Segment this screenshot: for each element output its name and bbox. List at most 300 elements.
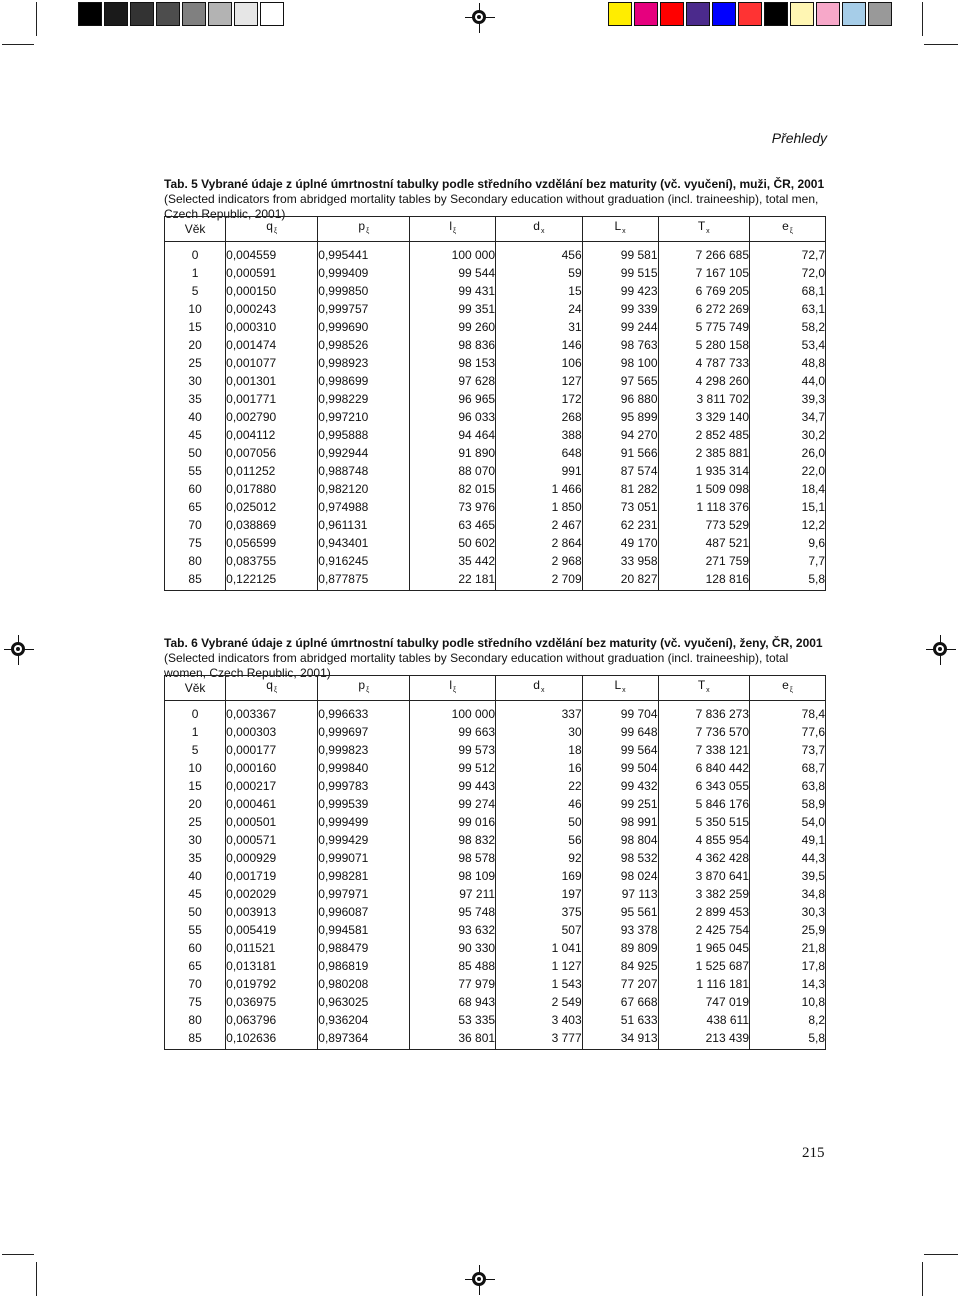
table-cell: 0,002790 <box>226 408 318 426</box>
table-cell: 58,9 <box>750 795 826 813</box>
table-cell: 88 070 <box>410 462 496 480</box>
table-cell: 4 855 954 <box>658 831 750 849</box>
color-swatch <box>608 2 632 26</box>
table-cell: 5 280 158 <box>658 336 750 354</box>
table-cell: 1 850 <box>496 498 583 516</box>
color-swatch <box>790 2 814 26</box>
table-cell: 2 549 <box>496 993 583 1011</box>
table-cell: 3 870 641 <box>658 867 750 885</box>
table-cell: 99 351 <box>410 300 496 318</box>
table-cell: 0,999409 <box>318 264 410 282</box>
table-cell: 0,000461 <box>226 795 318 813</box>
crop-mark <box>2 1254 34 1255</box>
table-cell: 70 <box>165 516 226 534</box>
table-cell: 6 840 442 <box>658 759 750 777</box>
table-cell: 99 443 <box>410 777 496 795</box>
table-cell: 487 521 <box>658 534 750 552</box>
table-cell: 50 <box>165 444 226 462</box>
column-header-label: T <box>697 219 706 233</box>
table-cell: 34,8 <box>750 885 826 903</box>
page-number: 215 <box>802 1145 825 1161</box>
table-cell: 68,1 <box>750 282 826 300</box>
table-cell: 44,3 <box>750 849 826 867</box>
table-cell: 0,001474 <box>226 336 318 354</box>
table-cell: 48,8 <box>750 354 826 372</box>
table-cell: 648 <box>496 444 583 462</box>
table-cell: 99 515 <box>582 264 658 282</box>
column-header <box>496 217 583 242</box>
table-cell: 53,4 <box>750 336 826 354</box>
table-cell: 2 864 <box>496 534 583 552</box>
table-row <box>165 480 826 498</box>
table-row <box>165 777 826 795</box>
table-cell: 96 965 <box>410 390 496 408</box>
column-header-label: p <box>358 678 366 692</box>
column-header-label: l <box>449 219 452 233</box>
table-cell: 35 <box>165 390 226 408</box>
table-row <box>165 426 826 444</box>
table-cell: 337 <box>496 701 583 724</box>
table-row <box>165 701 826 724</box>
table-header-row <box>165 217 826 242</box>
table-cell: 0,994581 <box>318 921 410 939</box>
column-header-label: e <box>782 219 789 233</box>
table-cell: 20 <box>165 795 226 813</box>
table-caption-title: Tab. 5 Vybrané údaje z úplné úmrtnostní tabulky podle středního vzdělání bez maturity (vč. vyučení), muži, ČR, 2001 <box>164 177 825 191</box>
table-cell: 20 <box>165 336 226 354</box>
table-cell: 0,000177 <box>226 741 318 759</box>
column-header-label: L <box>614 678 622 692</box>
table-cell: 93 632 <box>410 921 496 939</box>
table-cell: 85 <box>165 570 226 591</box>
table-cell: 25 <box>165 813 226 831</box>
table-cell: 22 181 <box>410 570 496 591</box>
table-cell: 0,982120 <box>318 480 410 498</box>
table-cell: 773 529 <box>658 516 750 534</box>
column-header <box>582 676 658 701</box>
table-cell: 3 403 <box>496 1011 583 1029</box>
table-row <box>165 867 826 885</box>
table-cell: 89 809 <box>582 939 658 957</box>
table-cell: 63,1 <box>750 300 826 318</box>
color-swatch <box>660 2 684 26</box>
table-cell: 98 763 <box>582 336 658 354</box>
table-cell: 15,1 <box>750 498 826 516</box>
table-cell: 5 846 176 <box>658 795 750 813</box>
table-cell: 99 648 <box>582 723 658 741</box>
table-cell: 0,004559 <box>226 242 318 265</box>
table-cell: 375 <box>496 903 583 921</box>
table-cell: 15 <box>165 318 226 336</box>
cmyk-color-bar <box>608 2 894 26</box>
table-cell: 0,001077 <box>226 354 318 372</box>
table-cell: 0,000571 <box>226 831 318 849</box>
table-cell: 97 113 <box>582 885 658 903</box>
table-cell: 0,961131 <box>318 516 410 534</box>
table-cell: 49 170 <box>582 534 658 552</box>
column-header <box>165 217 226 242</box>
color-swatch <box>634 2 658 26</box>
table-cell: 95 561 <box>582 903 658 921</box>
table-cell: 39,5 <box>750 867 826 885</box>
table-cell: 1 <box>165 723 226 741</box>
table-cell: 0,038869 <box>226 516 318 534</box>
column-header-subscript: x <box>706 228 710 235</box>
table-cell: 0,011521 <box>226 939 318 957</box>
column-header <box>750 217 826 242</box>
section-heading: Přehledy <box>771 130 827 146</box>
column-header-subscript: ξ <box>789 687 793 694</box>
column-header-label: e <box>782 678 789 692</box>
table-cell: 85 488 <box>410 957 496 975</box>
table-cell: 0,936204 <box>318 1011 410 1029</box>
table-cell: 55 <box>165 462 226 480</box>
column-header-label: q <box>266 678 273 692</box>
table-row <box>165 795 826 813</box>
color-swatch <box>78 2 102 26</box>
table-row <box>165 300 826 318</box>
color-swatch <box>842 2 866 26</box>
table-cell: 0,001301 <box>226 372 318 390</box>
table-cell: 5,8 <box>750 570 826 591</box>
table-cell: 98 024 <box>582 867 658 885</box>
table-cell: 45 <box>165 885 226 903</box>
table-cell: 0,013181 <box>226 957 318 975</box>
table-cell: 44,0 <box>750 372 826 390</box>
column-header <box>658 217 750 242</box>
column-header-label: T <box>697 678 706 692</box>
table-cell: 4 362 428 <box>658 849 750 867</box>
table-cell: 0,986819 <box>318 957 410 975</box>
table-header-row <box>165 676 826 701</box>
table-row <box>165 390 826 408</box>
crop-mark <box>2 44 34 45</box>
table-cell: 0,000501 <box>226 813 318 831</box>
column-header-subscript: x <box>622 687 626 694</box>
registration-mark-icon <box>465 3 495 33</box>
table-cell: 3 777 <box>496 1029 583 1050</box>
table-cell: 0,019792 <box>226 975 318 993</box>
column-header-subscript: x <box>622 228 626 235</box>
table-cell: 1 509 098 <box>658 480 750 498</box>
column-header-subscript: x <box>706 687 710 694</box>
table-row <box>165 1011 826 1029</box>
table-row <box>165 957 826 975</box>
column-header <box>410 676 496 701</box>
table-cell: 2 968 <box>496 552 583 570</box>
table-cell: 7 338 121 <box>658 741 750 759</box>
table-row <box>165 741 826 759</box>
table-cell: 97 628 <box>410 372 496 390</box>
table-cell: 1 116 181 <box>658 975 750 993</box>
table-cell: 60 <box>165 480 226 498</box>
table-cell: 58,2 <box>750 318 826 336</box>
table-cell: 15 <box>496 282 583 300</box>
table-cell: 0,122125 <box>226 570 318 591</box>
life-table-women <box>164 675 826 1050</box>
table-cell: 10 <box>165 759 226 777</box>
table-cell: 1 543 <box>496 975 583 993</box>
table-cell: 7 736 570 <box>658 723 750 741</box>
table-cell: 99 339 <box>582 300 658 318</box>
table-cell: 91 566 <box>582 444 658 462</box>
column-header-subscript: x <box>540 228 545 235</box>
table-cell: 30,3 <box>750 903 826 921</box>
table-cell: 33 958 <box>582 552 658 570</box>
table-cell: 34 913 <box>582 1029 658 1050</box>
table-cell: 0,999823 <box>318 741 410 759</box>
column-header <box>226 676 318 701</box>
color-swatch <box>712 2 736 26</box>
table-cell: 0,998699 <box>318 372 410 390</box>
table-cell: 0,003367 <box>226 701 318 724</box>
table-cell: 99 573 <box>410 741 496 759</box>
table-cell: 21,8 <box>750 939 826 957</box>
table-cell: 73 976 <box>410 498 496 516</box>
table-cell: 3 329 140 <box>658 408 750 426</box>
table-cell: 1 935 314 <box>658 462 750 480</box>
table-cell: 0,998281 <box>318 867 410 885</box>
table-cell: 0,997971 <box>318 885 410 903</box>
table-cell: 7 836 273 <box>658 701 750 724</box>
table-row <box>165 993 826 1011</box>
column-header-label: Věk <box>184 681 206 695</box>
column-header-label: q <box>266 219 273 233</box>
table-row <box>165 903 826 921</box>
table-cell: 0,997210 <box>318 408 410 426</box>
table-cell: 268 <box>496 408 583 426</box>
column-header <box>226 217 318 242</box>
table-cell: 100 000 <box>410 701 496 724</box>
table-cell: 99 260 <box>410 318 496 336</box>
table-cell: 50 602 <box>410 534 496 552</box>
column-header-subscript: ξ <box>273 687 278 694</box>
table-cell: 94 270 <box>582 426 658 444</box>
table-cell: 0,005419 <box>226 921 318 939</box>
table-cell: 22 <box>496 777 583 795</box>
color-swatch <box>182 2 206 26</box>
table-row <box>165 498 826 516</box>
column-header <box>318 676 410 701</box>
table-caption-title: Tab. 6 Vybrané údaje z úplné úmrtnostní tabulky podle středního vzdělání bez maturity (vč. vyučení), ženy, ČR, 2001 <box>164 636 823 650</box>
table-cell: 22,0 <box>750 462 826 480</box>
table-cell: 82 015 <box>410 480 496 498</box>
table-cell: 1 466 <box>496 480 583 498</box>
table-cell: 99 504 <box>582 759 658 777</box>
column-header <box>318 217 410 242</box>
table-row <box>165 444 826 462</box>
table-cell: 75 <box>165 534 226 552</box>
table-cell: 9,6 <box>750 534 826 552</box>
table-cell: 50 <box>165 903 226 921</box>
table-cell: 0,004112 <box>226 426 318 444</box>
table-cell: 2 709 <box>496 570 583 591</box>
registration-mark-icon <box>465 1265 495 1295</box>
table-cell: 0,002029 <box>226 885 318 903</box>
column-header-subscript: ξ <box>273 228 278 235</box>
table-cell: 36 801 <box>410 1029 496 1050</box>
table-cell: 75 <box>165 993 226 1011</box>
table-cell: 7 167 105 <box>658 264 750 282</box>
table-row <box>165 242 826 265</box>
table-cell: 0,963025 <box>318 993 410 1011</box>
table-cell: 93 378 <box>582 921 658 939</box>
table-cell: 0,999429 <box>318 831 410 849</box>
table-cell: 14,3 <box>750 975 826 993</box>
column-header-subscript: ξ <box>452 228 457 235</box>
table-row <box>165 372 826 390</box>
table-cell: 87 574 <box>582 462 658 480</box>
table-row <box>165 336 826 354</box>
color-swatch <box>208 2 232 26</box>
table-cell: 98 532 <box>582 849 658 867</box>
table-cell: 94 464 <box>410 426 496 444</box>
table-cell: 99 274 <box>410 795 496 813</box>
table-cell: 0,916245 <box>318 552 410 570</box>
registration-mark-icon <box>926 635 956 665</box>
table-cell: 99 251 <box>582 795 658 813</box>
table-row <box>165 885 826 903</box>
table-cell: 25 <box>165 354 226 372</box>
table-cell: 26,0 <box>750 444 826 462</box>
table-row <box>165 759 826 777</box>
table-cell: 70 <box>165 975 226 993</box>
table-row <box>165 534 826 552</box>
table-cell: 99 423 <box>582 282 658 300</box>
table-row <box>165 1029 826 1050</box>
table-cell: 2 385 881 <box>658 444 750 462</box>
table-cell: 98 991 <box>582 813 658 831</box>
table-cell: 98 578 <box>410 849 496 867</box>
table-cell: 0,999499 <box>318 813 410 831</box>
table-cell: 85 <box>165 1029 226 1050</box>
table-cell: 53 335 <box>410 1011 496 1029</box>
color-swatch <box>260 2 284 26</box>
table-cell: 0,988748 <box>318 462 410 480</box>
table-cell: 0,000310 <box>226 318 318 336</box>
column-header-subscript: ξ <box>366 228 370 235</box>
column-header-label: Věk <box>184 222 206 236</box>
table-cell: 24 <box>496 300 583 318</box>
table-cell: 5 350 515 <box>658 813 750 831</box>
table-cell: 1 127 <box>496 957 583 975</box>
table-cell: 0 <box>165 242 226 265</box>
table-cell: 95 899 <box>582 408 658 426</box>
table-cell: 60 <box>165 939 226 957</box>
color-swatch <box>234 2 258 26</box>
color-swatch <box>130 2 154 26</box>
table-cell: 16 <box>496 759 583 777</box>
table-cell: 0,102636 <box>226 1029 318 1050</box>
table-row <box>165 264 826 282</box>
table-cell: 35 442 <box>410 552 496 570</box>
column-header-subscript: ξ <box>452 687 457 694</box>
table-cell: 99 544 <box>410 264 496 282</box>
table-cell: 90 330 <box>410 939 496 957</box>
table-cell: 0,000591 <box>226 264 318 282</box>
table-cell: 0,999850 <box>318 282 410 300</box>
table-cell: 0,999697 <box>318 723 410 741</box>
table-cell: 97 211 <box>410 885 496 903</box>
table-cell: 6 769 205 <box>658 282 750 300</box>
table-cell: 0,999783 <box>318 777 410 795</box>
table-cell: 1 <box>165 264 226 282</box>
table-cell: 78,4 <box>750 701 826 724</box>
column-header-label: l <box>449 678 452 692</box>
table-row <box>165 813 826 831</box>
table-cell: 18 <box>496 741 583 759</box>
table-cell: 77 979 <box>410 975 496 993</box>
table-cell: 0,995888 <box>318 426 410 444</box>
table-cell: 2 425 754 <box>658 921 750 939</box>
table-cell: 1 041 <box>496 939 583 957</box>
table-cell: 4 298 260 <box>658 372 750 390</box>
table-cell: 80 <box>165 1011 226 1029</box>
crop-mark <box>922 1262 923 1296</box>
table-cell: 0,999539 <box>318 795 410 813</box>
table-cell: 2 467 <box>496 516 583 534</box>
table-cell: 5 <box>165 741 226 759</box>
table-cell: 197 <box>496 885 583 903</box>
table-cell: 99 581 <box>582 242 658 265</box>
crop-mark <box>36 2 37 36</box>
table-row <box>165 570 826 591</box>
table-cell: 6 272 269 <box>658 300 750 318</box>
color-swatch <box>738 2 762 26</box>
table-cell: 0,999690 <box>318 318 410 336</box>
table-row <box>165 282 826 300</box>
table-cell: 0,003913 <box>226 903 318 921</box>
table-cell: 0,001771 <box>226 390 318 408</box>
column-header <box>658 676 750 701</box>
column-header-label: p <box>358 219 366 233</box>
table-cell: 31 <box>496 318 583 336</box>
table-cell: 0,999840 <box>318 759 410 777</box>
table-cell: 99 512 <box>410 759 496 777</box>
table-cell: 72,0 <box>750 264 826 282</box>
table-row <box>165 831 826 849</box>
table-cell: 72,7 <box>750 242 826 265</box>
table-cell: 127 <box>496 372 583 390</box>
table-cell: 99 016 <box>410 813 496 831</box>
grayscale-color-bar <box>78 2 286 26</box>
table-cell: 0,083755 <box>226 552 318 570</box>
table-cell: 747 019 <box>658 993 750 1011</box>
table-cell: 0,980208 <box>318 975 410 993</box>
table-cell: 5 775 749 <box>658 318 750 336</box>
table-cell: 10 <box>165 300 226 318</box>
table-cell: 12,2 <box>750 516 826 534</box>
table-cell: 98 100 <box>582 354 658 372</box>
table-cell: 50 <box>496 813 583 831</box>
table-cell: 77 207 <box>582 975 658 993</box>
table-cell: 99 663 <box>410 723 496 741</box>
column-header <box>165 676 226 701</box>
table-cell: 0,988479 <box>318 939 410 957</box>
table-cell: 456 <box>496 242 583 265</box>
table-cell: 98 804 <box>582 831 658 849</box>
table-cell: 99 564 <box>582 741 658 759</box>
table-cell: 0,000160 <box>226 759 318 777</box>
table-cell: 99 431 <box>410 282 496 300</box>
table-cell: 92 <box>496 849 583 867</box>
table-cell: 0,998923 <box>318 354 410 372</box>
column-header-label: d <box>533 219 540 233</box>
table-cell: 65 <box>165 957 226 975</box>
table-cell: 98 832 <box>410 831 496 849</box>
table-cell: 35 <box>165 849 226 867</box>
table-cell: 68 943 <box>410 993 496 1011</box>
